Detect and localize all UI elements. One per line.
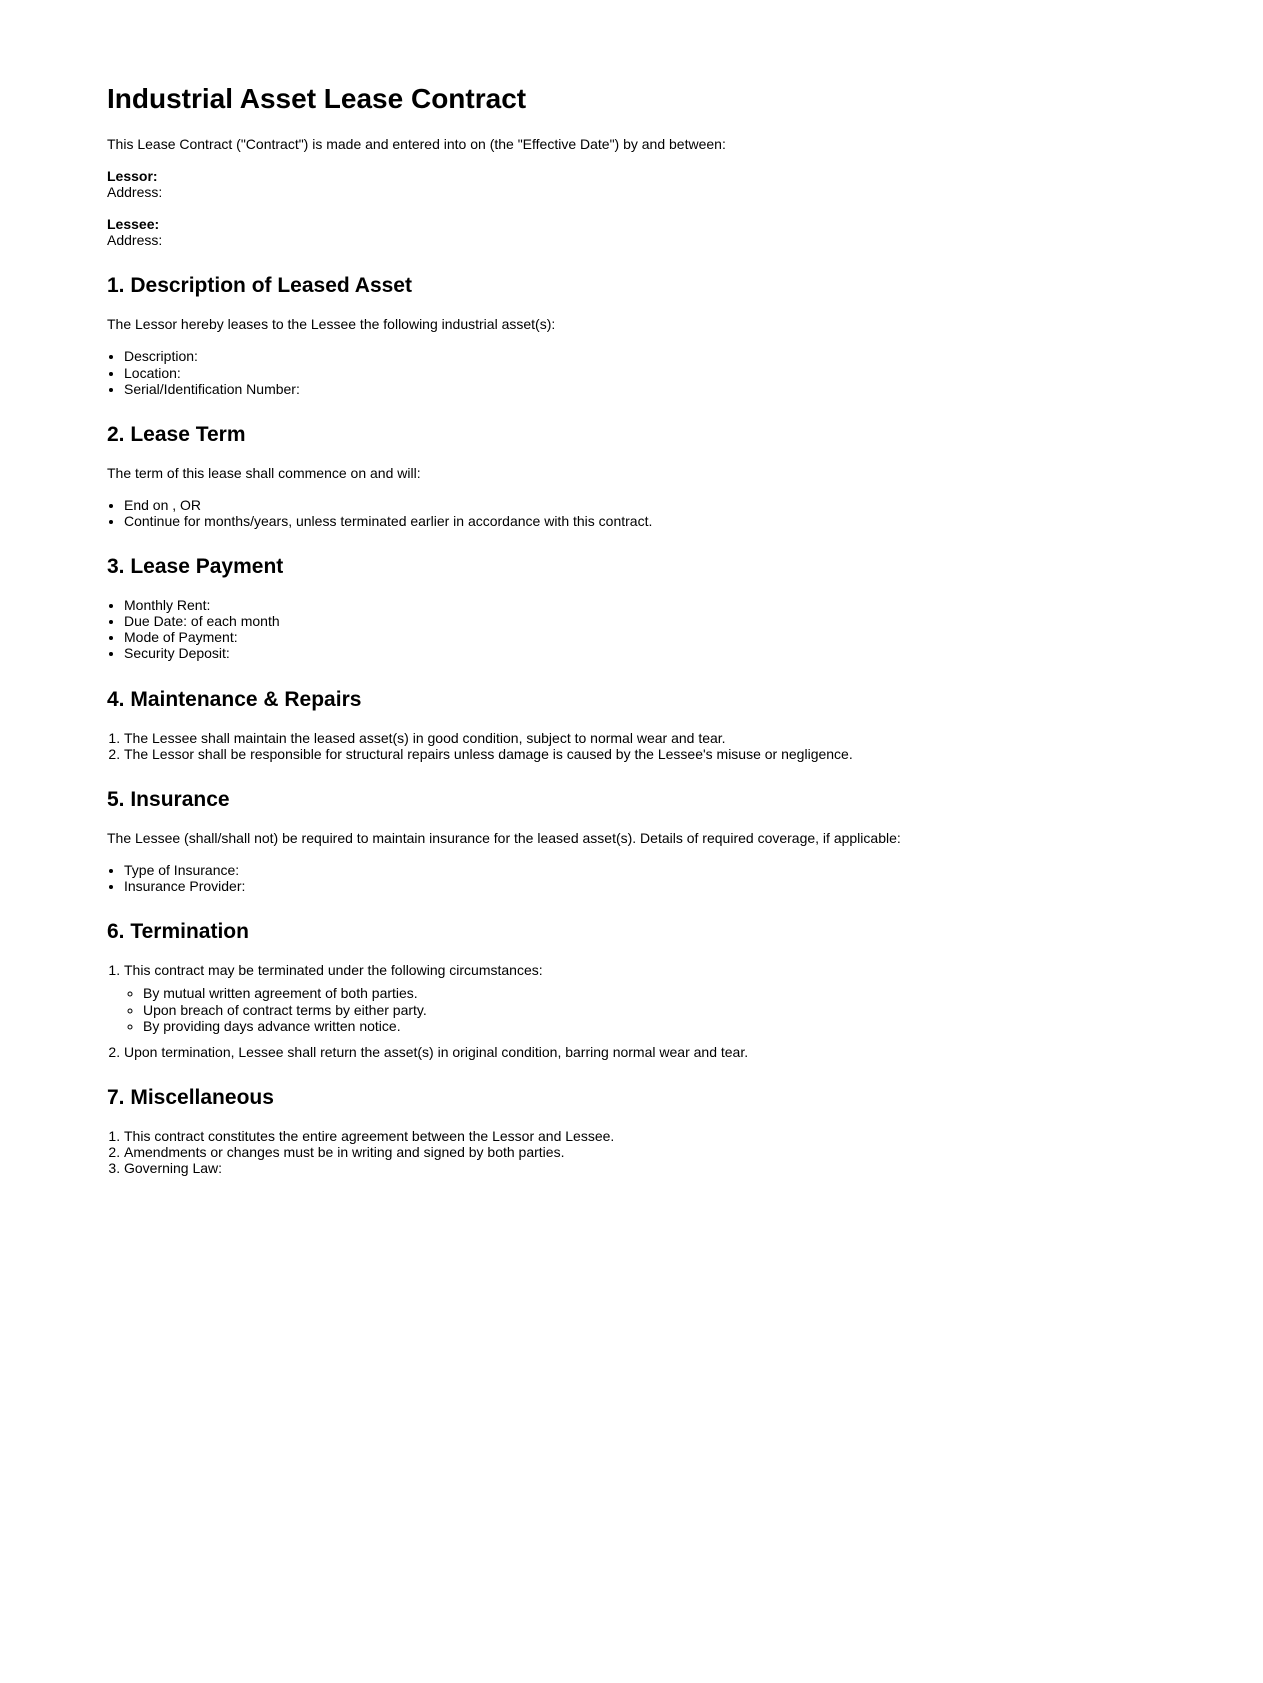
list-item: • Security Deposit: [124, 645, 1156, 661]
section-heading: 1. Description of Leased Asset [107, 274, 412, 298]
lessor-address-label: Address: [107, 183, 163, 200]
list-item: • Serial/Identification Number: [124, 381, 1156, 397]
list-item: • End on , OR [124, 497, 1156, 513]
section-heading: 4. Maintenance & Repairs [107, 687, 362, 711]
list-item: • Due Date: of each month [124, 613, 1156, 629]
section-lease-term [107, 423, 1156, 529]
list-item: 1. The Lessee shall maintain the leased asset(s) in good condition, subject to normal wear and tear. [124, 730, 1156, 746]
list-item: 2. The Lessor shall be responsible for structural repairs unless damage is caused by the Lessee's misuse or negligence. [124, 746, 1156, 762]
list-item [124, 962, 1156, 1033]
section-description-of-leased-asset [107, 274, 1156, 396]
section-heading: 6. Termination [107, 920, 249, 944]
sub-bullet-list [124, 985, 1156, 1033]
list-item: • Insurance Provider: [124, 878, 1156, 894]
list-item: 3. Governing Law: [124, 1160, 1156, 1176]
lessor-label: Lessor: [107, 167, 158, 184]
list-item: 2. Upon termination, Lessee shall return the asset(s) in original condition, barring normal wear and tear. [124, 1044, 1156, 1060]
section-maintenance-repairs [107, 688, 1156, 762]
lessee-block [107, 216, 1156, 248]
numbered-list [107, 1128, 1156, 1176]
list-item: 2. Amendments or changes must be in writing and signed by both parties. [124, 1144, 1156, 1160]
intro-paragraph: This Lease Contract ("Contract") is made and entered into on (the "Effective Date") by and between: [107, 135, 726, 152]
section-miscellaneous [107, 1086, 1156, 1176]
section-paragraph: The term of this lease shall commence on and will: [107, 464, 421, 481]
section-insurance [107, 788, 1156, 894]
numbered-list [107, 730, 1156, 762]
section-heading: 2. Lease Term [107, 422, 246, 446]
section-heading: 7. Miscellaneous [107, 1085, 274, 1109]
lessee-label: Lessee: [107, 216, 160, 233]
lessor-block [107, 168, 1156, 200]
bullet-list [107, 348, 1156, 396]
list-item: ◦ By mutual written agreement of both parties. [143, 985, 1156, 1001]
bullet-list [107, 497, 1156, 529]
lessee-address-label: Address: [107, 232, 163, 249]
list-item: • Description: [124, 348, 1156, 364]
bullet-list [107, 862, 1156, 894]
numbered-list [107, 962, 1156, 1059]
list-item: 1. This contract constitutes the entire agreement between the Lessor and Lessee. [124, 1128, 1156, 1144]
list-item: • Continue for months/years, unless terminated earlier in accordance with this contract. [124, 513, 1156, 529]
section-heading: 5. Insurance [107, 787, 230, 811]
list-item: • Monthly Rent: [124, 597, 1156, 613]
list-item: • Mode of Payment: [124, 629, 1156, 645]
section-paragraph: The Lessor hereby leases to the Lessee the following industrial asset(s): [107, 316, 556, 333]
list-item: • Location: [124, 365, 1156, 381]
section-termination [107, 920, 1156, 1060]
section-lease-payment [107, 555, 1156, 661]
list-item: ◦ By providing days advance written notice. [143, 1018, 1156, 1034]
section-heading: 3. Lease Payment [107, 555, 284, 579]
list-item-text: This contract may be terminated under the following circumstances: [124, 962, 543, 979]
list-item: ◦ Upon breach of contract terms by either party. [143, 1002, 1156, 1018]
page-title: Industrial Asset Lease Contract [107, 83, 527, 114]
section-paragraph: The Lessee (shall/shall not) be required to maintain insurance for the leased asset(s). Details of required coverage, if applicable: [107, 829, 901, 846]
list-item: • Type of Insurance: [124, 862, 1156, 878]
bullet-list [107, 597, 1156, 661]
